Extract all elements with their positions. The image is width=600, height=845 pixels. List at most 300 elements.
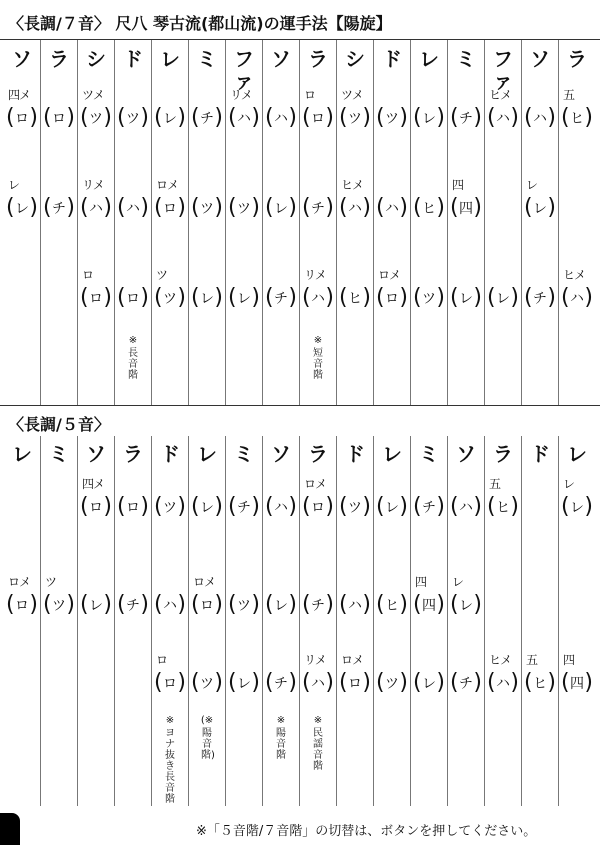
fingering-cell bbox=[115, 475, 151, 549]
fingering-kana: レ bbox=[459, 291, 473, 307]
paren-close: ) bbox=[140, 105, 149, 130]
paren-open: ( bbox=[265, 592, 274, 617]
note-name: ソ bbox=[456, 442, 476, 466]
paren-close: ) bbox=[251, 670, 260, 695]
fingering-cell bbox=[485, 651, 521, 725]
paren-close: ) bbox=[288, 670, 297, 695]
paren-open: ( bbox=[413, 105, 422, 130]
fingering-kana: チ bbox=[274, 291, 288, 307]
paren-close: ) bbox=[584, 494, 593, 519]
fingering-cell bbox=[115, 86, 151, 160]
fingering-cell bbox=[559, 266, 595, 340]
section2-col-divider bbox=[521, 436, 522, 806]
paren-close: ) bbox=[510, 285, 519, 310]
fingering-kana: レ bbox=[237, 676, 251, 692]
fingering-kana: レ bbox=[422, 111, 436, 127]
fingering-kana: ハ bbox=[274, 500, 288, 516]
fingering-superscript: ロ bbox=[82, 268, 94, 282]
fingering-cell bbox=[226, 475, 262, 549]
section1-column bbox=[189, 47, 225, 310]
fingering-kana: レ bbox=[422, 676, 436, 692]
section2-column bbox=[78, 442, 114, 617]
fingering-superscript: ロメ bbox=[156, 178, 179, 192]
fingering-cell bbox=[41, 573, 77, 647]
paren-open: ( bbox=[265, 105, 274, 130]
paren-close: ) bbox=[325, 105, 334, 130]
paren-close: ) bbox=[288, 105, 297, 130]
paren-close: ) bbox=[140, 285, 149, 310]
scale-annotation bbox=[300, 715, 336, 772]
fingering-superscript: レ bbox=[563, 477, 575, 491]
fingering-kana: チ bbox=[200, 111, 214, 127]
note-name: シ bbox=[345, 47, 365, 71]
fingering-cell bbox=[411, 475, 447, 549]
section1-column bbox=[226, 47, 262, 310]
fingering-superscript: 五 bbox=[563, 88, 575, 102]
paren-open: ( bbox=[154, 195, 163, 220]
note-name: ミ bbox=[419, 442, 439, 466]
annotation-text: 陽音階) bbox=[201, 728, 215, 761]
note-name: ソ bbox=[12, 47, 32, 71]
paren-close: ) bbox=[66, 105, 75, 130]
paren-close: ) bbox=[251, 285, 260, 310]
annotation-mark: ※ bbox=[313, 335, 323, 346]
fingering-cell bbox=[448, 176, 484, 250]
note-name: レ bbox=[12, 442, 32, 466]
fingering-cell bbox=[41, 176, 77, 250]
fingering-kana: ハ bbox=[533, 111, 547, 127]
annotation-text: ヨナ抜き長音階 bbox=[165, 728, 175, 805]
paren-open: ( bbox=[117, 285, 126, 310]
fingering-kana: ハ bbox=[496, 111, 510, 127]
paren-close: ) bbox=[362, 494, 371, 519]
fingering-superscript: 四メ bbox=[8, 88, 31, 102]
paren-open: ( bbox=[376, 105, 385, 130]
fingering-cell bbox=[152, 475, 188, 549]
fingering-cell bbox=[78, 266, 114, 340]
note-name: ラ bbox=[308, 442, 328, 466]
fingering-kana: レ bbox=[237, 291, 251, 307]
fingering-cell bbox=[263, 475, 299, 549]
fingering-kana: レ bbox=[89, 598, 103, 614]
paren-open: ( bbox=[191, 195, 200, 220]
toggle-tab[interactable] bbox=[0, 813, 20, 845]
scale-annotation bbox=[115, 335, 151, 381]
fingering-cell bbox=[337, 176, 373, 250]
fingering-superscript: ロメ bbox=[304, 477, 327, 491]
paren-open: ( bbox=[339, 494, 348, 519]
fingering-kana: ロ bbox=[15, 111, 29, 127]
fingering-kana: チ bbox=[237, 500, 251, 516]
paren-close: ) bbox=[251, 494, 260, 519]
paren-close: ) bbox=[177, 285, 186, 310]
paren-close: ) bbox=[399, 285, 408, 310]
paren-close: ) bbox=[547, 105, 556, 130]
paren-close: ) bbox=[325, 494, 334, 519]
paren-close: ) bbox=[362, 285, 371, 310]
fingering-cell bbox=[152, 266, 188, 340]
paren-open: ( bbox=[154, 285, 163, 310]
paren-open: ( bbox=[228, 592, 237, 617]
fingering-kana: ハ bbox=[163, 598, 177, 614]
fingering-kana: ヒ bbox=[348, 291, 362, 307]
paren-open: ( bbox=[80, 494, 89, 519]
fingering-kana: ロ bbox=[311, 111, 325, 127]
paren-close: ) bbox=[140, 494, 149, 519]
fingering-cell bbox=[448, 651, 484, 725]
note-name: ド bbox=[382, 47, 402, 71]
note-name: レ bbox=[567, 442, 587, 466]
paren-close: ) bbox=[140, 592, 149, 617]
paren-close: ) bbox=[399, 670, 408, 695]
section2-title: 〈長調/５音〉 bbox=[8, 415, 110, 434]
fingering-kana: ツ bbox=[385, 676, 399, 692]
paren-close: ) bbox=[214, 494, 223, 519]
fingering-cell bbox=[448, 266, 484, 340]
paren-open: ( bbox=[302, 670, 311, 695]
fingering-cell bbox=[337, 651, 373, 725]
section2-column bbox=[263, 442, 299, 695]
section2-column bbox=[41, 442, 77, 617]
fingering-kana: ロ bbox=[126, 291, 140, 307]
fingering-cell bbox=[115, 573, 151, 647]
fingering-kana: ロ bbox=[126, 500, 140, 516]
fingering-superscript: レ bbox=[452, 575, 464, 589]
fingering-cell bbox=[226, 176, 262, 250]
fingering-superscript: 四 bbox=[415, 575, 427, 589]
fingering-kana: ロ bbox=[311, 500, 325, 516]
paren-close: ) bbox=[547, 285, 556, 310]
fingering-superscript: リメ bbox=[82, 178, 104, 192]
fingering-kana: ハ bbox=[496, 676, 510, 692]
paren-open: ( bbox=[302, 592, 311, 617]
paren-open: ( bbox=[450, 285, 459, 310]
fingering-cell bbox=[374, 176, 410, 250]
fingering-cell bbox=[226, 266, 262, 340]
note-name: ラ bbox=[308, 47, 328, 71]
scale-annotation bbox=[263, 715, 299, 761]
fingering-cell bbox=[189, 651, 225, 725]
section1-column bbox=[374, 47, 410, 310]
fingering-kana: レ bbox=[385, 500, 399, 516]
paren-close: ) bbox=[66, 195, 75, 220]
paren-open: ( bbox=[265, 195, 274, 220]
fingering-cell bbox=[522, 86, 558, 160]
paren-open: ( bbox=[191, 592, 200, 617]
fingering-kana: レ bbox=[274, 201, 288, 217]
note-name: レ bbox=[197, 442, 217, 466]
fingering-cell bbox=[411, 651, 447, 725]
paren-open: ( bbox=[450, 592, 459, 617]
fingering-kana: ツ bbox=[200, 201, 214, 217]
section1-column bbox=[41, 47, 77, 220]
fingering-kana: 四 bbox=[570, 676, 584, 692]
fingering-kana: レ bbox=[15, 201, 29, 217]
fingering-cell bbox=[337, 573, 373, 647]
paren-close: ) bbox=[325, 285, 334, 310]
fingering-kana: ヒ bbox=[570, 111, 584, 127]
section1-top-rule bbox=[0, 39, 600, 40]
paren-close: ) bbox=[103, 494, 112, 519]
section1-column bbox=[300, 47, 336, 310]
fingering-cell bbox=[522, 266, 558, 340]
paren-close: ) bbox=[547, 670, 556, 695]
note-name: レ bbox=[160, 47, 180, 71]
paren-close: ) bbox=[288, 195, 297, 220]
note-name: ソ bbox=[86, 442, 106, 466]
fingering-cell bbox=[300, 475, 336, 549]
fingering-cell bbox=[189, 266, 225, 340]
fingering-cell bbox=[4, 176, 40, 250]
paren-close: ) bbox=[510, 494, 519, 519]
paren-close: ) bbox=[177, 195, 186, 220]
paren-close: ) bbox=[584, 670, 593, 695]
fingering-cell bbox=[485, 86, 521, 160]
fingering-cell bbox=[411, 266, 447, 340]
fingering-superscript: ロ bbox=[304, 88, 316, 102]
paren-open: ( bbox=[376, 670, 385, 695]
paren-open: ( bbox=[117, 105, 126, 130]
fingering-kana: ツ bbox=[163, 291, 177, 307]
section1-column bbox=[559, 47, 595, 310]
fingering-kana: 四 bbox=[422, 598, 436, 614]
fingering-kana: レ bbox=[200, 500, 214, 516]
fingering-kana: ロ bbox=[385, 291, 399, 307]
paren-close: ) bbox=[177, 105, 186, 130]
fingering-kana: レ bbox=[274, 598, 288, 614]
paren-open: ( bbox=[339, 670, 348, 695]
fingering-superscript: ツ bbox=[156, 268, 168, 282]
section1-column bbox=[522, 47, 558, 310]
paren-open: ( bbox=[228, 105, 237, 130]
fingering-superscript: 四 bbox=[563, 653, 575, 667]
section1-column bbox=[448, 47, 484, 310]
paren-close: ) bbox=[399, 592, 408, 617]
section-divider bbox=[0, 405, 600, 406]
fingering-cell bbox=[226, 86, 262, 160]
paren-close: ) bbox=[436, 285, 445, 310]
fingering-cell bbox=[337, 475, 373, 549]
note-name: ミ bbox=[234, 442, 254, 466]
fingering-cell bbox=[374, 651, 410, 725]
fingering-kana: チ bbox=[459, 676, 473, 692]
fingering-cell bbox=[448, 573, 484, 647]
annotation-text: 陽音階 bbox=[276, 728, 286, 761]
paren-close: ) bbox=[251, 105, 260, 130]
fingering-cell bbox=[189, 86, 225, 160]
annotation-mark: ※ bbox=[165, 715, 175, 726]
paren-open: ( bbox=[339, 285, 348, 310]
fingering-kana: ツ bbox=[200, 676, 214, 692]
fingering-kana: ハ bbox=[348, 201, 362, 217]
fingering-kana: レ bbox=[459, 598, 473, 614]
fingering-kana: ツ bbox=[422, 291, 436, 307]
paren-open: ( bbox=[450, 105, 459, 130]
paren-open: ( bbox=[524, 105, 533, 130]
fingering-kana: ヒ bbox=[533, 676, 547, 692]
fingering-kana: チ bbox=[126, 598, 140, 614]
fingering-kana: ツ bbox=[126, 111, 140, 127]
paren-open: ( bbox=[413, 285, 422, 310]
section2-column bbox=[522, 442, 558, 695]
paren-close: ) bbox=[473, 285, 482, 310]
fingering-kana: ハ bbox=[89, 201, 103, 217]
paren-close: ) bbox=[288, 592, 297, 617]
fingering-kana: ヒ bbox=[496, 500, 510, 516]
fingering-kana: ハ bbox=[348, 598, 362, 614]
paren-close: ) bbox=[510, 670, 519, 695]
fingering-superscript: ロメ bbox=[8, 575, 31, 589]
paren-close: ) bbox=[288, 285, 297, 310]
paren-open: ( bbox=[80, 285, 89, 310]
fingering-kana: ロ bbox=[52, 111, 66, 127]
paren-open: ( bbox=[413, 494, 422, 519]
fingering-kana: ロ bbox=[348, 676, 362, 692]
paren-open: ( bbox=[302, 285, 311, 310]
section2-column bbox=[115, 442, 151, 617]
paren-close: ) bbox=[29, 592, 38, 617]
note-name: シ bbox=[86, 47, 106, 71]
fingering-superscript: ロメ bbox=[193, 575, 216, 589]
fingering-superscript: ツメ bbox=[82, 88, 104, 102]
fingering-cell bbox=[226, 651, 262, 725]
paren-close: ) bbox=[547, 195, 556, 220]
fingering-kana: ヒ bbox=[422, 201, 436, 217]
paren-close: ) bbox=[103, 105, 112, 130]
fingering-cell bbox=[263, 176, 299, 250]
paren-close: ) bbox=[214, 105, 223, 130]
fingering-cell bbox=[559, 651, 595, 725]
fingering-cell bbox=[263, 266, 299, 340]
fingering-cell bbox=[485, 475, 521, 549]
paren-close: ) bbox=[399, 494, 408, 519]
annotation-mark: ※ bbox=[313, 715, 323, 726]
paren-open: ( bbox=[265, 494, 274, 519]
paren-open: ( bbox=[43, 195, 52, 220]
paren-open: ( bbox=[302, 494, 311, 519]
fingering-superscript: ロメ bbox=[378, 268, 401, 282]
paren-close: ) bbox=[251, 592, 260, 617]
paren-open: ( bbox=[450, 195, 459, 220]
fingering-kana: ハ bbox=[385, 201, 399, 217]
fingering-kana: ツ bbox=[52, 598, 66, 614]
fingering-superscript: ヒメ bbox=[341, 178, 364, 192]
fingering-cell bbox=[78, 573, 114, 647]
section2-column bbox=[300, 442, 336, 695]
paren-close: ) bbox=[103, 285, 112, 310]
fingering-kana: ハ bbox=[570, 291, 584, 307]
fingering-superscript: 五 bbox=[526, 653, 538, 667]
fingering-cell bbox=[115, 176, 151, 250]
fingering-cell bbox=[189, 475, 225, 549]
paren-open: ( bbox=[413, 592, 422, 617]
fingering-kana: ハ bbox=[237, 111, 251, 127]
paren-open: ( bbox=[561, 285, 570, 310]
paren-open: ( bbox=[154, 494, 163, 519]
section2-column bbox=[485, 442, 521, 695]
fingering-kana: ツ bbox=[89, 111, 103, 127]
paren-open: ( bbox=[339, 592, 348, 617]
fingering-cell bbox=[448, 86, 484, 160]
paren-open: ( bbox=[191, 494, 200, 519]
paren-close: ) bbox=[214, 670, 223, 695]
fingering-kana: チ bbox=[311, 201, 325, 217]
fingering-superscript: ロ bbox=[156, 653, 168, 667]
paren-close: ) bbox=[362, 195, 371, 220]
fingering-kana: レ bbox=[163, 111, 177, 127]
fingering-cell bbox=[263, 573, 299, 647]
annotation-mark: (※ bbox=[200, 715, 214, 726]
fingering-superscript: ロメ bbox=[341, 653, 364, 667]
annotation-text: 短音階 bbox=[313, 348, 323, 381]
section2-column bbox=[226, 442, 262, 695]
fingering-cell bbox=[374, 475, 410, 549]
fingering-kana: ロ bbox=[163, 201, 177, 217]
fingering-superscript: ツメ bbox=[341, 88, 363, 102]
fingering-cell bbox=[337, 86, 373, 160]
paren-open: ( bbox=[6, 592, 15, 617]
paren-open: ( bbox=[339, 105, 348, 130]
paren-close: ) bbox=[362, 105, 371, 130]
paren-close: ) bbox=[66, 592, 75, 617]
fingering-kana: ハ bbox=[311, 676, 325, 692]
paren-open: ( bbox=[80, 592, 89, 617]
paren-close: ) bbox=[473, 195, 482, 220]
paren-open: ( bbox=[487, 670, 496, 695]
note-name: レ bbox=[419, 47, 439, 71]
fingering-superscript: リメ bbox=[304, 268, 326, 282]
fingering-cell bbox=[78, 176, 114, 250]
paren-open: ( bbox=[487, 494, 496, 519]
paren-close: ) bbox=[436, 670, 445, 695]
scale-annotation bbox=[300, 335, 336, 381]
paren-open: ( bbox=[117, 195, 126, 220]
paren-close: ) bbox=[399, 195, 408, 220]
fingering-superscript: ヒメ bbox=[489, 88, 512, 102]
fingering-kana: ロ bbox=[200, 598, 214, 614]
fingering-kana: ツ bbox=[348, 111, 362, 127]
fingering-cell bbox=[115, 266, 151, 340]
fingering-cell bbox=[300, 651, 336, 725]
paren-open: ( bbox=[117, 592, 126, 617]
paren-close: ) bbox=[510, 105, 519, 130]
note-name: ラ bbox=[493, 442, 513, 466]
paren-close: ) bbox=[177, 494, 186, 519]
paren-close: ) bbox=[362, 670, 371, 695]
fingering-superscript: ヒメ bbox=[489, 653, 512, 667]
paren-open: ( bbox=[487, 105, 496, 130]
section2-column bbox=[374, 442, 410, 695]
fingering-cell bbox=[189, 176, 225, 250]
fingering-cell bbox=[41, 86, 77, 160]
fingering-kana: チ bbox=[311, 598, 325, 614]
paren-open: ( bbox=[228, 285, 237, 310]
paren-close: ) bbox=[325, 195, 334, 220]
paren-open: ( bbox=[413, 670, 422, 695]
paren-open: ( bbox=[191, 285, 200, 310]
section2-column bbox=[559, 442, 595, 695]
paren-close: ) bbox=[103, 195, 112, 220]
annotation-mark: ※ bbox=[128, 335, 138, 346]
fingering-kana: レ bbox=[200, 291, 214, 307]
fingering-kana: 四 bbox=[459, 201, 473, 217]
note-name: ソ bbox=[271, 47, 291, 71]
section2-column bbox=[152, 442, 188, 695]
fingering-superscript: 四 bbox=[452, 178, 464, 192]
note-name: ミ bbox=[197, 47, 217, 71]
section2-column bbox=[337, 442, 373, 695]
fingering-kana: レ bbox=[496, 291, 510, 307]
